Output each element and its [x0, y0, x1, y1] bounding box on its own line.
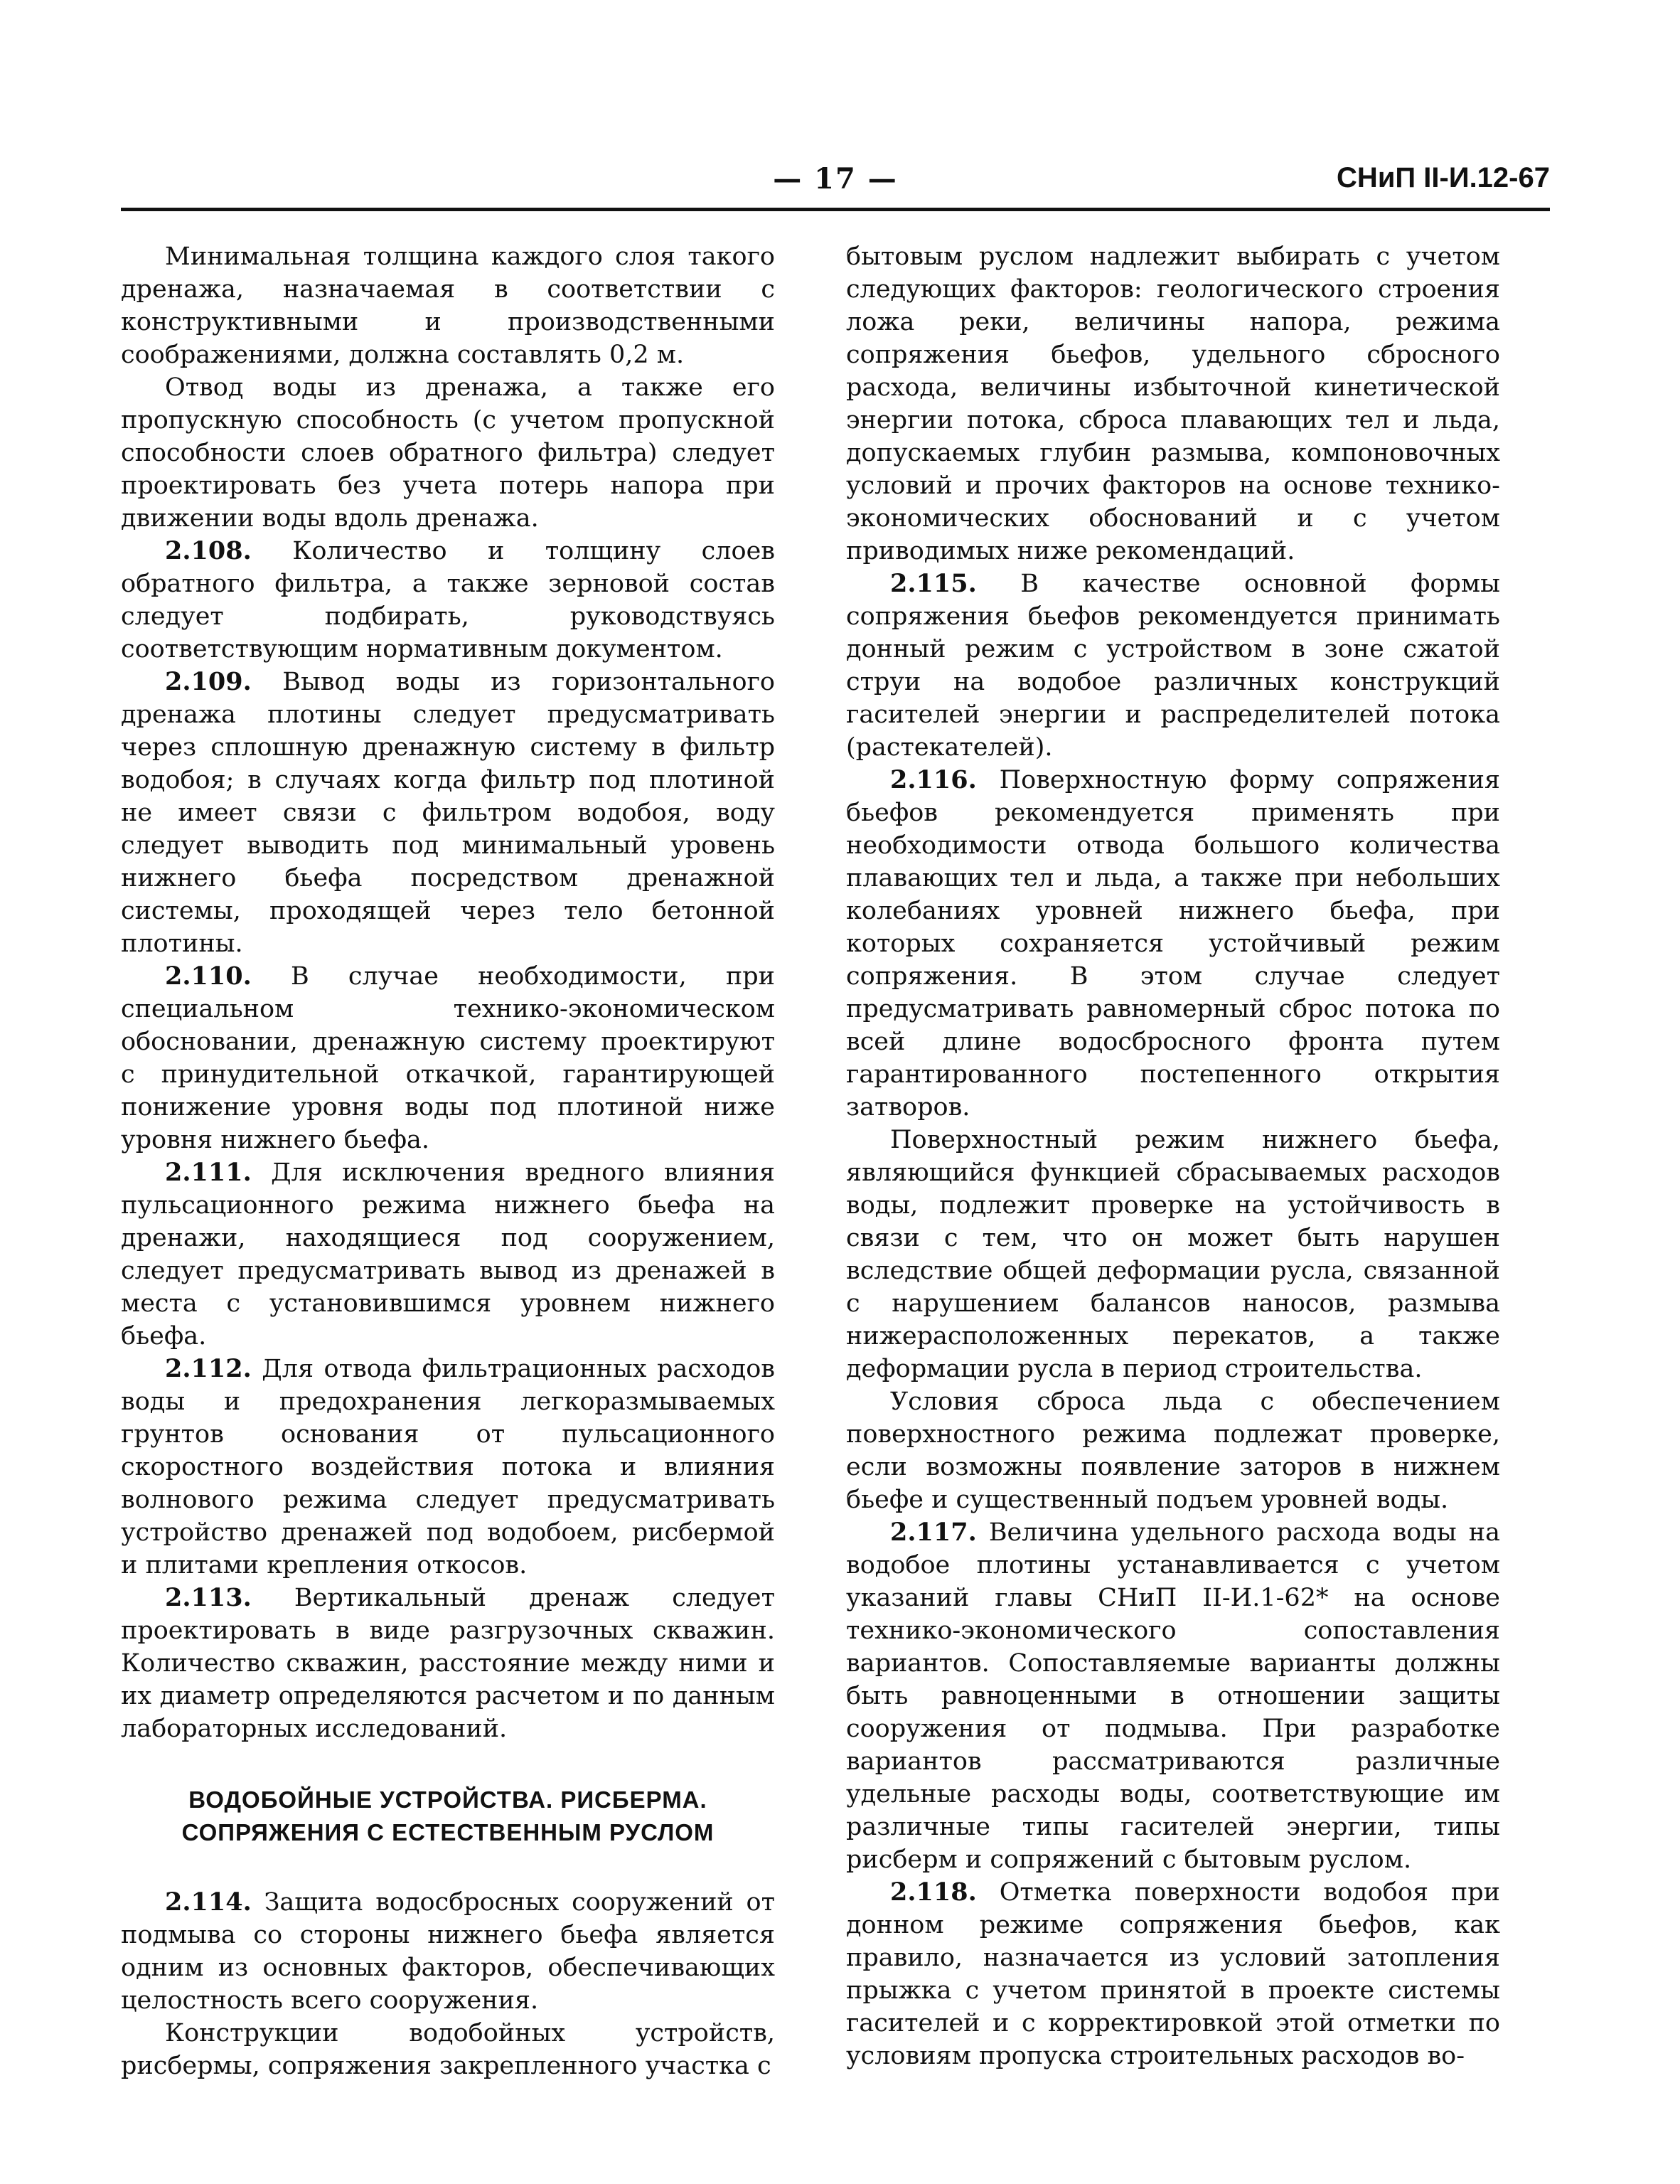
clause-number: 2.113. — [165, 1583, 252, 1612]
paragraph: Поверхностный режим нижнего бьефа, являющийся функцией сбрасываемых расходов воды, подлежит проверке на устойчивость в связи с тем, что он может быть нарушен вследствие общей деформации русла, связанной с нарушением балансов наносов, размыва нижерасположенных перекатов, а также деформации русла в период строительства. — [846, 1126, 1500, 1383]
document-code: СНиП II-И.12-67 — [1337, 162, 1550, 193]
clause-2-115 — [846, 568, 1500, 764]
clause-number: 2.116. — [890, 765, 977, 794]
clause-2-117 — [846, 1516, 1500, 1876]
clause-text: Защита водосбросных сооружений от подмыва со стороны нижнего бьефа является одним из основных факторов, обеспечивающих целостность всего сооружения. — [121, 1888, 775, 2015]
page-header — [121, 162, 1550, 205]
clause-number: 2.109. — [165, 667, 252, 696]
right-column — [846, 240, 1500, 2072]
clause-text: Отметка поверхности водобоя при донном режиме сопряжения бьефов, как правило, назначается из условий затопления прыжка с учетом принятой в проекте системы гасителей и с корректировкой этой отметки по условиям пропуска строительных расходов во- — [846, 1878, 1500, 2070]
paragraph: Отвод воды из дренажа, а также его пропускную способность (с учетом пропускной способности слоев обратного фильтра) следует проектировать без учета потерь напора при движении воды вдоль дренажа. — [121, 373, 775, 533]
clause-text: Поверхностную форму сопряжения бьефов рекомендуется применять при необходимости отвода большого количества плавающих тел и льда, а также при небольших колебаниях уровней нижнего бьефа, при которых сохраняется устойчивый режим сопряжения. В этом случае следует предусматривать равномерный сброс потока по всей длине водосбросного фронта путем гарантированного постепенного открытия затворов. — [846, 766, 1500, 1122]
clause-text: Для отвода фильтрационных расходов воды и предохранения легкоразмываемых грунтов основания от пульсационного скоростного воздействия потока и влияния волнового режима следует предусматривать устройство дренажей под водобоем, рисбермой и плитами крепления откосов. — [121, 1355, 775, 1580]
clause-number: 2.118. — [890, 1877, 977, 1907]
clause-text: В качестве основной формы сопряжения бьефов рекомендуется принимать донный режим с устройством в зоне сжатой струи на водобое различных конструкций гасителей энергии и распределителей потока (растекателей). — [846, 570, 1500, 762]
clause-2-112 — [121, 1353, 775, 1582]
page-number: — 17 — — [773, 162, 898, 196]
clause-number: 2.114. — [165, 1887, 252, 1917]
clause-2-108 — [121, 535, 775, 666]
clause-text: Вывод воды из горизонтального дренажа плотины следует предусматривать через сплошную дренажную систему в фильтр водобоя; в случаях когда фильтр под плотиной не имеет связи с фильтром водобоя, воду следует выводить под минимальный уровень нижнего бьефа посредством дренажной системы, проходящей через тело бетонной плотины. — [121, 668, 775, 958]
paragraph: Условия сброса льда с обеспечением поверхностного режима подлежат проверке, если возможны появление заторов в нижнем бьефе и существенный подъем уровней воды. — [846, 1387, 1500, 1514]
clause-2-110 — [121, 960, 775, 1156]
section-heading-line: СОПРЯЖЕНИЯ С ЕСТЕСТВЕННЫМ РУСЛОМ — [181, 1819, 715, 1845]
clause-2-118 — [846, 1876, 1500, 2072]
left-column — [121, 240, 775, 2082]
header-rule — [121, 208, 1550, 211]
clause-number: 2.110. — [165, 962, 252, 991]
clause-number: 2.115. — [890, 569, 977, 598]
clause-number: 2.117. — [890, 1518, 977, 1547]
paragraph-continuation: бытовым руслом надлежит выбирать с учетом следующих факторов: геологического строения ложа реки, величины напора, режима сопряжения бьефов, удельного сбросного расхода, величины избыточной кинетической энергии потока, сброса плавающих тел и льда, допускаемых глубин размыва, компоновочных условий и прочих факторов на основе технико-экономических обоснований и с учетом приводимых ниже рекомендаций. — [846, 243, 1500, 565]
clause-text: Величина удельного расхода воды на водобое плотины устанавливается с учетом указаний главы СНиП II-И.1-62* на основе технико-экономического сопоставления вариантов. Сопоставляемые варианты должны быть равноценными в отношении защиты сооружения от подмыва. При разработке вариантов рассматриваются различные удельные расходы воды, соответствующие им различные типы гасителей энергии, типы рисберм и сопряжений с бытовым руслом. — [846, 1518, 1500, 1874]
clause-number: 2.111. — [165, 1158, 252, 1187]
paragraph: Минимальная толщина каждого слоя такого дренажа, назначаемая в соответствии с конструктивными и производственными соображениями, должна составлять 0,2 м. — [121, 243, 775, 369]
clause-2-114 — [121, 1886, 775, 2017]
paragraph: Конструкции водобойных устройств, рисбермы, сопряжения закрепленного участка с — [121, 2019, 775, 2080]
clause-2-113 — [121, 1582, 775, 1745]
clause-2-111 — [121, 1156, 775, 1353]
clause-2-116 — [846, 764, 1500, 1124]
clause-number: 2.108. — [165, 536, 252, 565]
section-heading-line: ВОДОБОЙНЫЕ УСТРОЙСТВА. РИСБЕРМА. — [188, 1786, 707, 1813]
section-heading — [121, 1784, 775, 1849]
clause-text: В случае необходимости, при специальном технико-экономическом обосновании, дренажную систему проектируют с принудительной откачкой, гарантирующей понижение уровня воды под плотиной ниже уровня нижнего бьефа. — [121, 962, 775, 1154]
clause-text: Для исключения вредного влияния пульсационного режима нижнего бьефа на дренажи, находящиеся под сооружением, следует предусматривать вывод из дренажей в места с установившимся уровнем нижнего бьефа. — [121, 1158, 775, 1351]
clause-text: Количество и толщину слоев обратного фильтра, а также зерновой состав следует подбирать, руководствуясь соответствующим нормативным документом. — [121, 537, 775, 664]
clause-2-109 — [121, 666, 775, 960]
clause-text: Вертикальный дренаж следует проектировать в виде разгрузочных скважин. Количество скважин, расстояние между ними и их диаметр определяются расчетом и по данным лабораторных исследований. — [121, 1584, 775, 1743]
clause-number: 2.112. — [165, 1354, 252, 1383]
